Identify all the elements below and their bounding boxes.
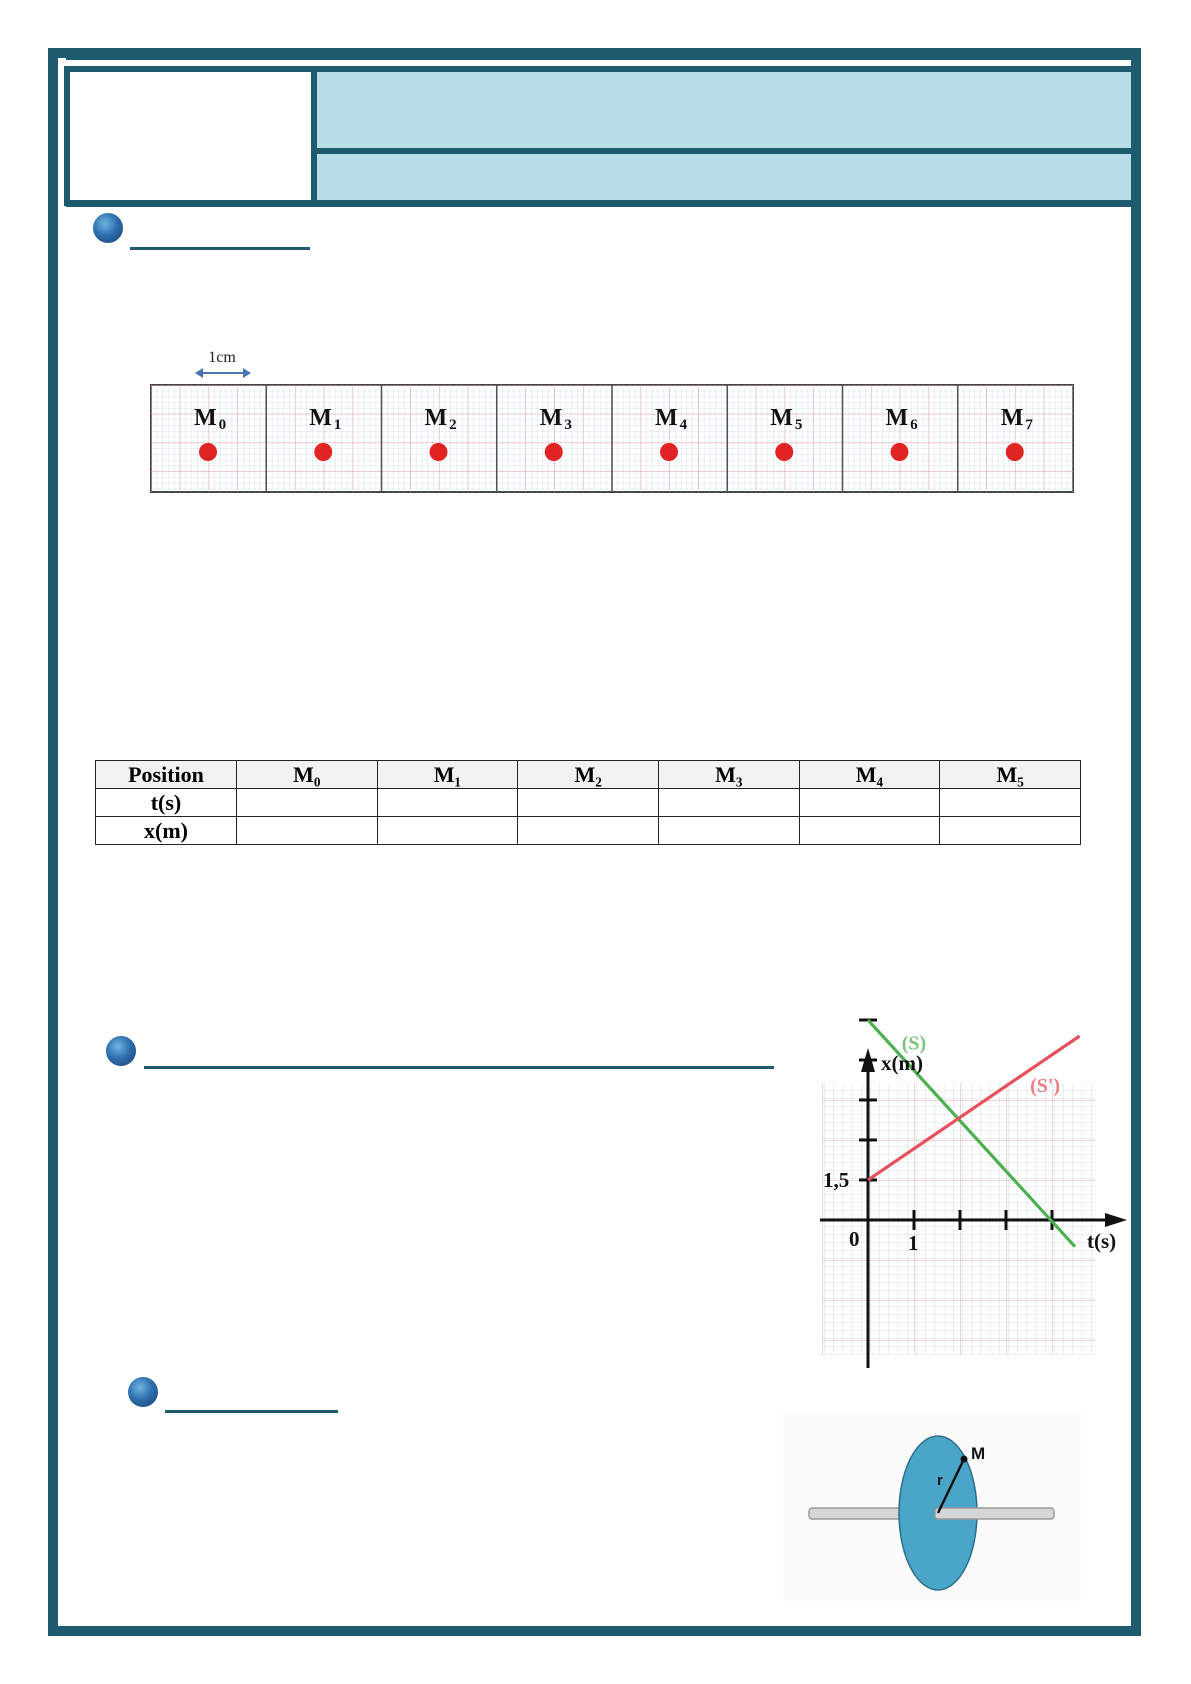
header-subtitle-band <box>317 154 1137 206</box>
x-tick-label: 1 <box>908 1231 919 1255</box>
table-row <box>96 789 1081 817</box>
scale-label: 1cm <box>208 349 236 366</box>
table-cell[interactable] <box>658 817 799 845</box>
table-header-cell: M₅ <box>940 761 1081 789</box>
x-axis-label: t(s) <box>1087 1229 1117 1253</box>
ruler-scale <box>195 349 251 378</box>
ruler-point-label: M 6 <box>885 405 918 433</box>
header-divider <box>66 202 1139 207</box>
series-label-1: (S') <box>1030 1075 1061 1097</box>
table-cell[interactable] <box>377 789 518 817</box>
ruler-point-dot <box>660 443 678 461</box>
series-label-0: (S) <box>901 1032 927 1055</box>
table-cell[interactable] <box>518 817 659 845</box>
axle-right <box>935 1508 1054 1519</box>
header-logo-box <box>64 66 317 206</box>
ruler-point-label: M 5 <box>770 405 803 433</box>
ruler-point-label: M 0 <box>194 405 227 433</box>
table-header-cell: M₀ <box>237 761 378 789</box>
section-2-heading-underline <box>144 1066 774 1069</box>
table-row-label: t(s) <box>96 789 237 817</box>
table-header-cell: M₁ <box>377 761 518 789</box>
ruler-point-label: M 7 <box>1000 405 1033 433</box>
table-header-cell: M₄ <box>799 761 940 789</box>
ruler-point-label: M 3 <box>539 405 572 433</box>
section-3-bullet-icon <box>128 1377 158 1407</box>
ruler-point-dot <box>545 443 563 461</box>
table-cell[interactable] <box>377 817 518 845</box>
table-cell[interactable] <box>799 789 940 817</box>
table-row-label: x(m) <box>96 817 237 845</box>
header-title-band <box>317 66 1137 154</box>
ruler-point-label: M 4 <box>655 405 688 433</box>
table-header-cell: M₂ <box>518 761 659 789</box>
table-cell[interactable] <box>237 817 378 845</box>
table-cell[interactable] <box>658 789 799 817</box>
table-row <box>96 817 1081 845</box>
section-1-bullet-icon <box>93 213 123 243</box>
point-m-marker <box>961 1456 968 1463</box>
section-1-heading-underline <box>130 247 310 250</box>
rotating-disc-diagram <box>782 1412 1082 1602</box>
y-axis-label: x(m) <box>881 1051 923 1075</box>
ruler-point-dot <box>314 443 332 461</box>
section-2-bullet-icon <box>106 1036 136 1066</box>
radius-label: r <box>937 1472 943 1489</box>
position-table <box>95 760 1081 845</box>
section-3-heading-underline <box>165 1410 338 1413</box>
ruler-point-label: M 1 <box>309 405 342 433</box>
table-cell[interactable] <box>940 817 1081 845</box>
table-cell[interactable] <box>940 789 1081 817</box>
ruler-point-dot <box>891 443 909 461</box>
point-m-label: M <box>971 1444 986 1463</box>
ruler-point-dot <box>1006 443 1024 461</box>
table-header-cell: M₃ <box>658 761 799 789</box>
table-cell[interactable] <box>237 789 378 817</box>
x-axis-arrow <box>1105 1213 1127 1227</box>
origin-label: 0 <box>849 1227 860 1251</box>
ruler-point-label: M 2 <box>424 405 457 433</box>
table-header-cell: Position <box>96 761 237 789</box>
position-time-chart <box>815 1032 1145 1370</box>
table-cell[interactable] <box>518 789 659 817</box>
y-tick-label: 1,5 <box>823 1168 850 1192</box>
table-cell[interactable] <box>799 817 940 845</box>
ruler-point-dot <box>199 443 217 461</box>
ruler-point-dot <box>775 443 793 461</box>
frame-top-line <box>66 58 1139 60</box>
table-header-row <box>96 761 1081 789</box>
ruler-point-dot <box>430 443 448 461</box>
